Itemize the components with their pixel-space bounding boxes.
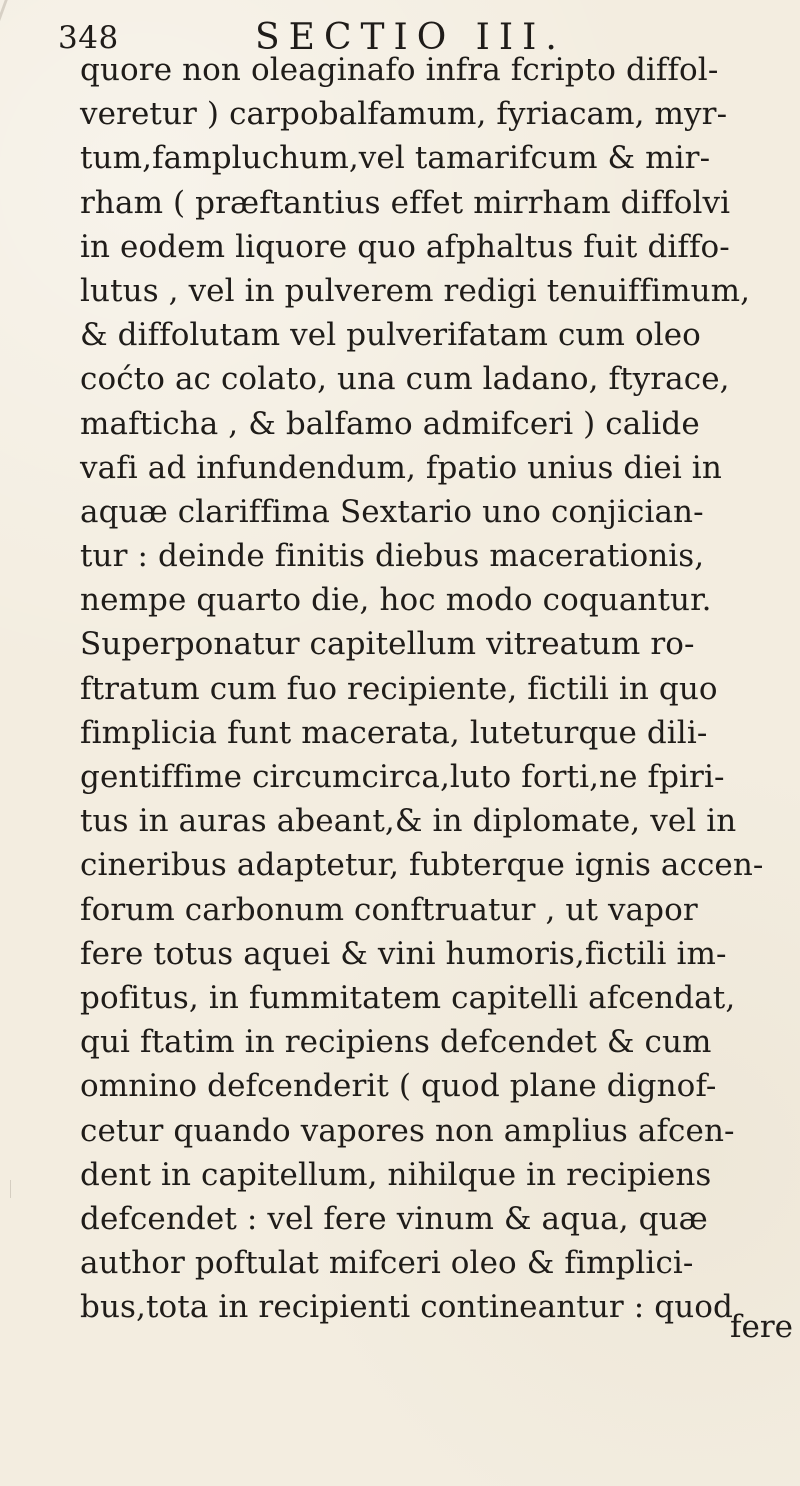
text-line: veretur ) carpobalfamum, fyriacam, myr-	[80, 96, 728, 133]
text-line: qui ftatim in recipiens defcendet & cum	[80, 1024, 712, 1061]
text-line: nempe quarto die, hoc modo coquantur.	[80, 582, 712, 619]
text-line: lutus , vel in pulverem redigi tenuiffimum,	[80, 272, 751, 309]
text-line: omnino defcenderit ( quod plane dignof-	[80, 1068, 717, 1105]
text-line: forum carbonum conftruatur , ut vapor	[80, 891, 698, 928]
text-line: cetur quando vapores non amplius afcen-	[80, 1112, 735, 1149]
catchword: fere	[730, 1309, 793, 1345]
text-line: fere totus aquei & vini humoris,fictili im-	[80, 935, 727, 972]
text-line: aquæ clariffima Sextario uno conjician-	[80, 493, 704, 530]
text-line: vafi ad infundendum, fpatio unius diei in	[80, 449, 722, 486]
text-line: & diffolutam vel pulverifatam cum oleo	[80, 317, 701, 354]
running-title: SECTIO III.	[255, 17, 566, 58]
text-line: fimplicia funt macerata, luteturque dili-	[80, 714, 708, 751]
text-line: cineribus adaptetur, fubterque ignis accen-	[80, 847, 764, 884]
text-line: Superponatur capitellum vitreatum ro-	[80, 626, 695, 663]
page-number: 348	[58, 20, 119, 56]
text-line: author poftulat mifceri oleo & fimplici-	[80, 1245, 694, 1282]
text-line: tus in auras abeant,& in diplomate, vel in	[80, 803, 737, 840]
ink-mark	[10, 1180, 11, 1198]
text-line: mafticha , & balfamo admifceri ) calide	[80, 405, 700, 442]
text-line: pofitus, in fummitatem capitelli afcendat,	[80, 979, 736, 1016]
ink-mark	[0, 0, 8, 26]
text-line: quore non oleaginafo infra fcripto diffol-	[80, 52, 719, 88]
text-line: ftratum cum fuo recipiente, fictili in quo	[80, 670, 718, 707]
text-line: tum,fampluchum,vel tamarifcum & mir-	[80, 140, 711, 177]
text-line: tur : deinde finitis diebus macerationis,	[80, 538, 705, 575]
text-line: coćto ac colato, una cum ladano, ftyrace,	[80, 361, 730, 398]
text-line: gentiffime circumcirca,luto forti,ne fpiri-	[80, 759, 725, 795]
text-line: dent in capitellum, nihilque in recipiens	[80, 1156, 712, 1193]
text-line: in eodem liquore quo afphaltus fuit diffo-	[80, 228, 730, 265]
body-text	[80, 48, 785, 1329]
text-line: defcendet : vel fere vinum & aqua, quæ	[80, 1200, 708, 1237]
text-line: bus,tota in recipienti contineantur : quod	[80, 1289, 733, 1326]
text-line: rham ( præftantius effet mirrham diffolvi	[80, 184, 731, 221]
